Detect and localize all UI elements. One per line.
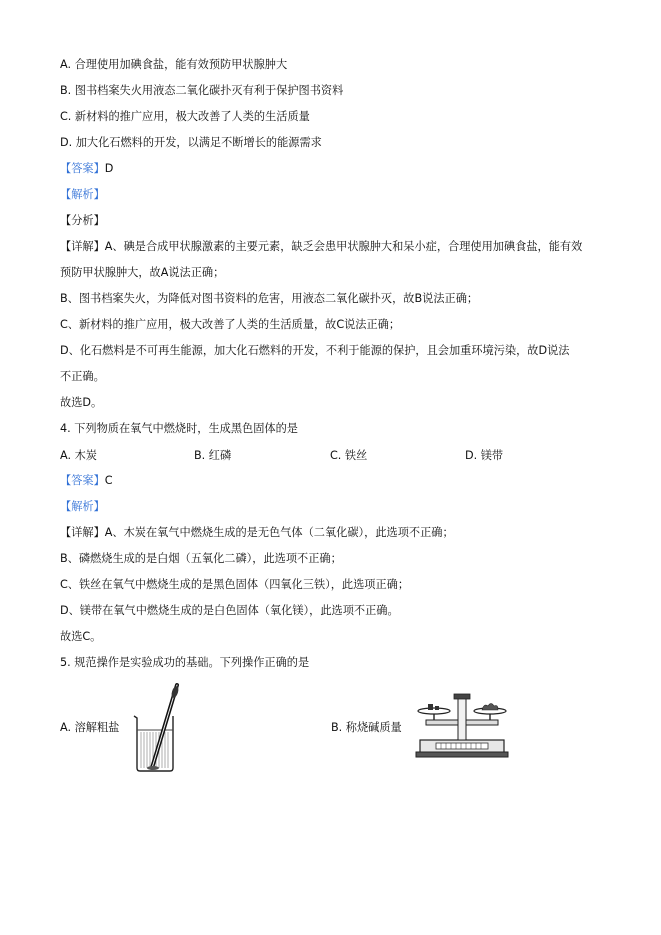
q4-answer-tag: 【答案】 <box>60 474 105 487</box>
q4-detail-a: A、木炭在氧气中燃烧生成的是无色气体（二氧化碳），此选项不正确； <box>104 526 454 539</box>
q4-detail-c: C、铁丝在氧气中燃烧生成的是黑色固体（四氧化三铁），此选项正确； <box>60 578 410 591</box>
q3-option-b: B. 图书档案失火用液态二氧化碳扑灭有利于保护图书资料 <box>60 84 344 97</box>
q3-detail-a-line1 <box>60 240 582 254</box>
q3-option-a: A. 合理使用加碘食盐，能有效预防甲状腺肿大 <box>60 58 288 71</box>
q3-analysis-tag: 【解析】 <box>60 188 105 201</box>
q4-options-row <box>60 447 620 461</box>
q3-answer-line <box>60 162 113 176</box>
q3-detail-tag: 【详解】 <box>60 240 105 253</box>
q4-detail-d: D、镁带在氧气中燃烧生成的是白色固体（氧化镁），此选项不正确。 <box>60 604 399 617</box>
beaker-with-stirring-rod-illustration <box>128 682 180 774</box>
q5-option-b: B. 称烧碱质量 <box>331 721 402 734</box>
q3-detail-a-line2: 预防甲状腺肿大，故A说法正确； <box>60 266 225 279</box>
q4-detail-tag: 【详解】 <box>60 526 105 539</box>
q3-fenxi-tag: 【分析】 <box>60 214 105 227</box>
q4-option-b: B. 红磷 <box>194 449 232 462</box>
q4-detail-b: B、磷燃烧生成的是白烟（五氧化二磷），此选项不正确； <box>60 552 342 565</box>
q4-stem: 4. 下列物质在氧气中燃烧时，生成黑色固体的是 <box>60 422 298 435</box>
q3-answer-tag: 【答案】 <box>60 162 105 175</box>
q3-option-c: C. 新材料的推广应用，极大改善了人类的生活质量 <box>60 110 310 123</box>
pan-balance-illustration <box>414 688 510 760</box>
q3-option-d: D. 加大化石燃料的开发，以满足不断增长的能源需求 <box>60 136 322 149</box>
q4-option-a: A. 木炭 <box>60 449 97 462</box>
q3-detail-d-line2: 不正确。 <box>60 370 105 383</box>
q3-detail-d-line1: D、化石燃料是不可再生能源，加大化石燃料的开发，不利于能源的保护，且会加重环境污染，故D说法 <box>60 344 570 357</box>
q4-option-d: D. 镁带 <box>465 449 504 462</box>
q3-answer-value: D <box>104 162 114 175</box>
q3-detail-c: C、新材料的推广应用，极大改善了人类的生活质量，故C说法正确； <box>60 318 401 331</box>
q4-option-c: C. 铁丝 <box>330 449 368 462</box>
q3-conclusion: 故选D。 <box>60 396 103 409</box>
q5-stem: 5. 规范操作是实验成功的基础。下列操作正确的是 <box>60 656 310 669</box>
q4-answer-line <box>60 474 113 488</box>
q3-detail-a1: A、碘是合成甲状腺激素的主要元素，缺乏会患甲状腺肿大和呆小症，合理使用加碘食盐，能有效 <box>104 240 583 253</box>
q4-answer-value: C <box>104 474 113 487</box>
q4-detail-a-line <box>60 526 454 540</box>
q3-detail-b: B、图书档案失火，为降低对图书资料的危害，用液态二氧化碳扑灭，故B说法正确； <box>60 292 479 305</box>
q4-analysis-tag: 【解析】 <box>60 500 105 513</box>
q4-conclusion: 故选C。 <box>60 630 102 643</box>
q5-option-a: A. 溶解粗盐 <box>60 721 120 734</box>
